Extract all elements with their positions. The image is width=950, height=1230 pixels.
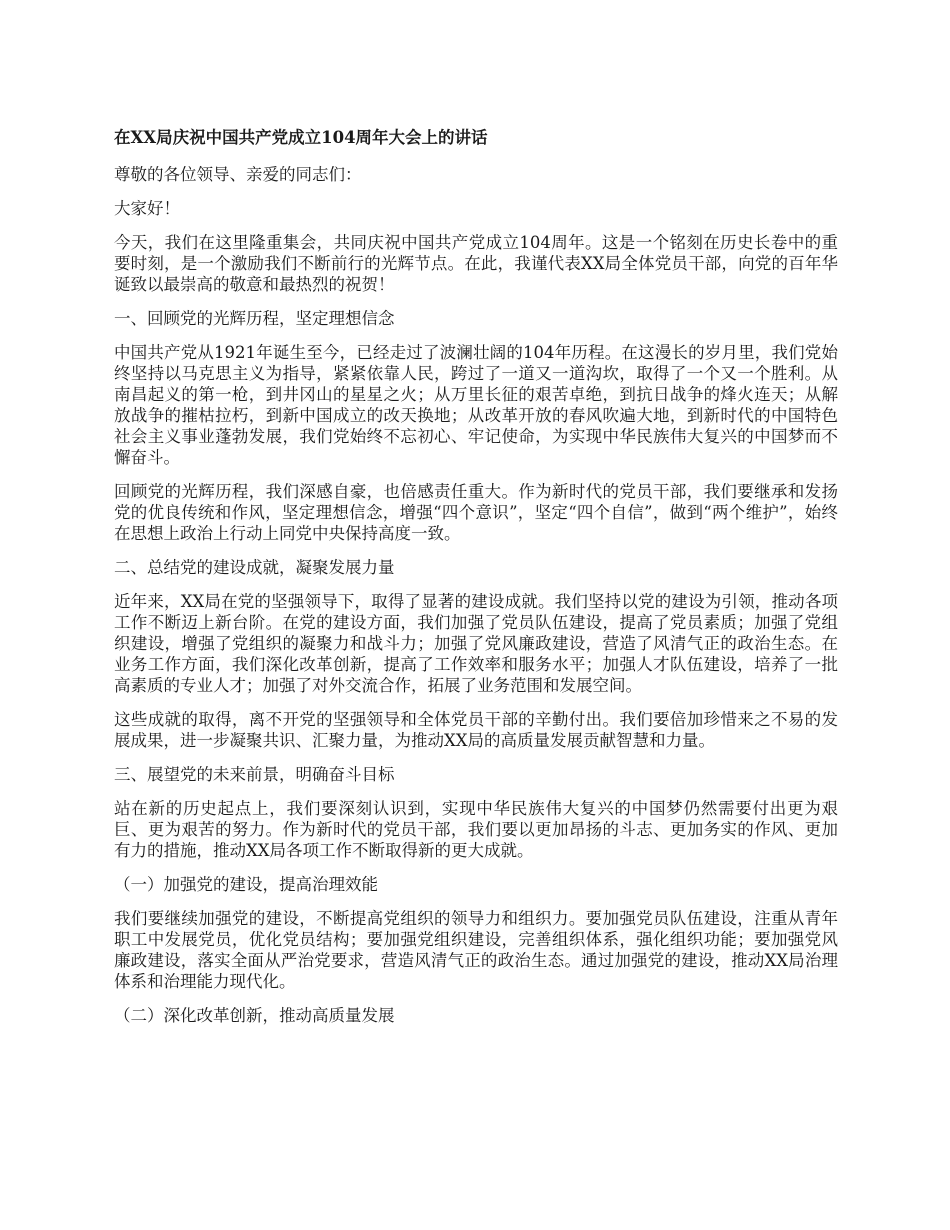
section-2-paragraph-2: 这些成就的取得，离不开党的坚强领导和全体党员干部的辛勤付出。我们要倍加珍惜来之不易的发展成果，进一步凝聚共识、汇聚力量，为推动XX局的高质量发展贡献智慧和力量。 xyxy=(114,710,838,750)
subsection-2-heading: （二）深化改革创新，推动高质量发展 xyxy=(114,1006,395,1025)
section-2-heading: 二、总结党的建设成就，凝聚发展力量 xyxy=(114,558,395,577)
section-1-heading: 一、回顾党的光辉历程，坚定理想信念 xyxy=(114,309,395,328)
subsection-1-heading: （一）加强党的建设，提高治理效能 xyxy=(114,875,378,894)
document-title: 在XX局庆祝中国共产党成立104周年大会上的讲话 xyxy=(114,128,488,147)
intro-paragraph: 今天，我们在这里隆重集会，共同庆祝中国共产党成立104周年。这是一个铭刻在历史长卷中的重要时刻，是一个激励我们不断前行的光辉节点。在此，我谨代表XX局全体党员干部，向党的百年华诞致以最崇高的敬意和最热烈的祝贺！ xyxy=(114,233,838,294)
document-body xyxy=(114,126,838,1039)
section-1-paragraph-2: 回顾党的光辉历程，我们深感自豪，也倍感责任重大。作为新时代的党员干部，我们要继承和发扬党的优良传统和作风，坚定理想信念，增强“四个意识”，坚定“四个自信”，做到“两个维护”，始终在思想上政治上行动上同党中央保持高度一致。 xyxy=(114,482,838,543)
section-2-paragraph-1: 近年来，XX局在党的坚强领导下，取得了显著的建设成就。我们坚持以党的建设为引领，推动各项工作不断迈上新台阶。在党的建设方面，我们加强了党员队伍建设，提高了党员素质；加强了党组织建设，增强了党组织的凝聚力和战斗力；加强了党风廉政建设，营造了风清气正的政治生态。在业务工作方面，我们深化改革创新，提高了工作效率和服务水平；加强人才队伍建设，培养了一批高素质的专业人才；加强了对外交流合作，拓展了业务范围和发展空间。 xyxy=(114,592,838,695)
greeting: 大家好！ xyxy=(114,199,180,218)
salutation: 尊敬的各位领导、亲爱的同志们： xyxy=(114,165,362,184)
section-3-paragraph-1: 站在新的历史起点上，我们要深刻认识到，实现中华民族伟大复兴的中国梦仍然需要付出更为艰巨、更为艰苦的努力。作为新时代的党员干部，我们要以更加昂扬的斗志、更加务实的作风、更加有力的措施，推动XX局各项工作不断取得新的更大成就。 xyxy=(114,799,838,860)
section-3-heading: 三、展望党的未来前景，明确奋斗目标 xyxy=(114,765,395,784)
section-1-paragraph-1: 中国共产党从1921年诞生至今，已经走过了波澜壮阔的104年历程。在这漫长的岁月里，我们党始终坚持以马克思主义为指导，紧紧依靠人民，跨过了一道又一道沟坎，取得了一个又一个胜利。从南昌起义的第一枪，到井冈山的星星之火；从万里长征的艰苦卓绝，到抗日战争的烽火连天；从解放战争的摧枯拉朽，到新中国成立的改天换地；从改革开放的春风吹遍大地，到新时代的中国特色社会主义事业蓬勃发展，我们党始终不忘初心、牢记使命，为实现中华民族伟大复兴的中国梦而不懈奋斗。 xyxy=(114,343,838,467)
subsection-1-paragraph: 我们要继续加强党的建设，不断提高党组织的领导力和组织力。要加强党员队伍建设，注重从青年职工中发展党员，优化党员结构；要加强党组织建设，完善组织体系，强化组织功能；要加强党风廉政建设，落实全面从严治党要求，营造风清气正的政治生态。通过加强党的建设，推动XX局治理体系和治理能力现代化。 xyxy=(114,909,838,991)
